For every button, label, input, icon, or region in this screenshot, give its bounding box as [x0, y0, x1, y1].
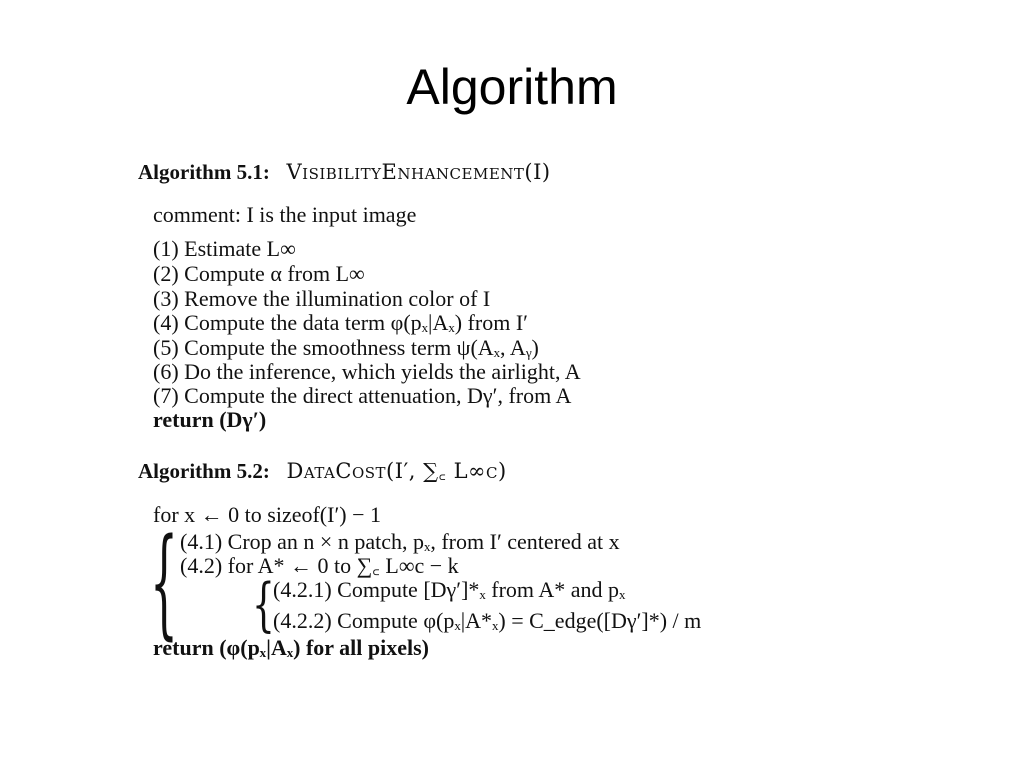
algorithm-1-return: return (Dγ′) — [153, 407, 267, 432]
algorithm-2-header — [138, 457, 507, 485]
algorithm-1-label: Algorithm 5.1: — [138, 160, 270, 184]
algorithm-2-substep: (4.2.2) Compute φ(pₓ|A*ₓ) = C_edge([Dγ′]*) / m — [273, 608, 702, 633]
slide-title: Algorithm — [406, 59, 618, 115]
algorithm-1-header — [138, 160, 551, 185]
algorithm-1-step: (6) Do the inference, which yields the airlight, A — [153, 359, 581, 384]
algorithm-1-step: (1) Estimate L∞ — [153, 236, 296, 261]
algorithm-2-for-line: for x ← 0 to sizeof(I′) − 1 — [153, 502, 381, 527]
algorithm-2-name: DataCost(I′, ∑꜀ L∞c) — [286, 459, 507, 483]
algorithm-2-substep: (4.2.1) Compute [Dγ′]*ₓ from A* and pₓ — [273, 577, 626, 602]
algorithm-1-step: (3) Remove the illumination color of I — [153, 286, 491, 311]
outer-brace: { — [150, 515, 178, 653]
algorithm-1-step: (4) Compute the data term φ(pₓ|Aₓ) from I′ — [153, 310, 528, 335]
inner-brace: { — [252, 573, 275, 639]
algorithm-2-return: return (φ(pₓ|Aₓ) for all pixels) — [153, 635, 429, 660]
algorithm-1-step: (5) Compute the smoothness term ψ(Aₓ, Aᵧ) — [153, 335, 539, 360]
algorithm-2-step: (4.2) for A* ← 0 to ∑꜀ L∞c − k — [180, 553, 459, 578]
algorithm-1-step: (2) Compute α from L∞ — [153, 261, 365, 286]
algorithm-1-step: (7) Compute the direct attenuation, Dγ′, from A — [153, 383, 572, 408]
algorithm-2-label: Algorithm 5.2: — [138, 459, 270, 483]
algorithm-1-name: VisibilityEnhancement(I) — [286, 160, 551, 184]
algorithm-2-step: (4.1) Crop an n × n patch, pₓ, from I′ centered at x — [180, 529, 620, 554]
algorithm-1-comment: comment: I is the input image — [153, 202, 417, 227]
